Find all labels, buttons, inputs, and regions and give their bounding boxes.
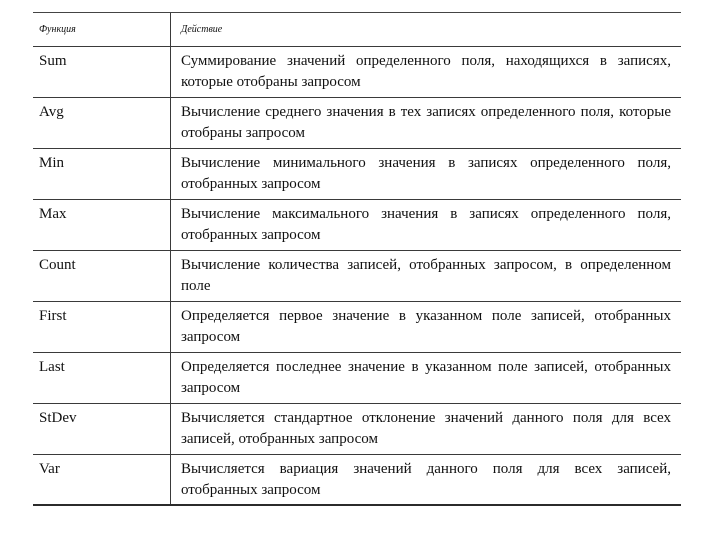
table-row [33,149,681,200]
action-description-cell: Определяется первое значение в указанном поле записей, отобранных запросом [170,302,681,352]
action-description-cell: Вычисление минимального значения в записях определенного поля, отобранных запросом [170,149,681,199]
table-header-row [33,13,681,47]
function-name-cell: Count [39,257,76,273]
action-description-cell: Вычисляется вариация значений данного поля для всех записей, отобранных запросом [170,455,681,504]
table-row [33,251,681,302]
table-row [33,302,681,353]
header-action: Действие [170,13,681,46]
function-name-cell: StDev [39,410,77,426]
function-name-cell: First [39,308,67,324]
table-row [33,200,681,251]
action-description-cell: Вычисление среднего значения в тех записях определенного поля, которые отобраны запросом [170,98,681,148]
header-function: Функция [39,24,76,35]
table-row [33,353,681,404]
table-row [33,47,681,98]
action-description-cell: Суммирование значений определенного поля, находящихся в записях, которые отобраны запросом [170,47,681,97]
function-name-cell: Var [39,461,60,477]
table-row [33,404,681,455]
function-name-cell: Max [39,206,67,222]
functions-table [33,12,681,506]
table-row [33,455,681,506]
function-name-cell: Sum [39,53,67,69]
function-name-cell: Min [39,155,65,171]
action-description-cell: Вычисление максимального значения в записях определенного поля, отобранных запросом [170,200,681,250]
function-name-cell: Last [39,359,65,375]
action-description-cell: Вычисляется стандартное отклонение значений данного поля для всех записей, отобранных запросом [170,404,681,454]
action-description-cell: Вычисление количества записей, отобранных запросом, в определенном поле [170,251,681,301]
function-name-cell: Avg [39,104,64,120]
action-description-cell: Определяется последнее значение в указанном поле записей, отобранных запросом [170,353,681,403]
table-row [33,98,681,149]
